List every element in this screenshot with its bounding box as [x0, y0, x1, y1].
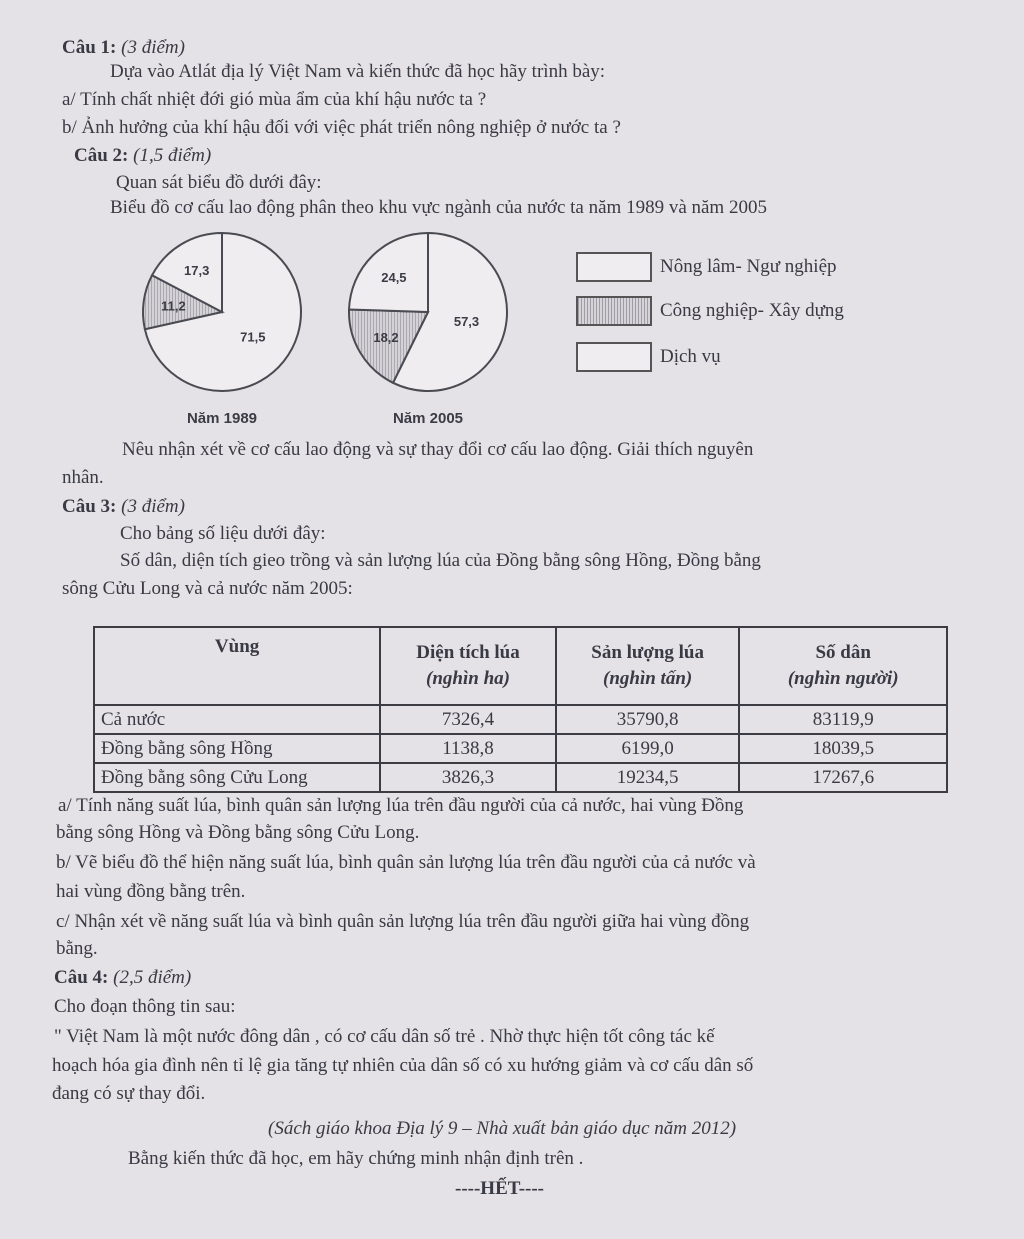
q4-quote-line3: đang có sự thay đổi. — [52, 1083, 206, 1104]
table-row — [94, 734, 947, 763]
table-cell-area: 1138,8 — [380, 734, 556, 763]
q1-part-b: b/ Ảnh hưởng của khí hậu đối với việc phát triển nông nghiệp ở nước ta ? — [62, 117, 621, 138]
table-row — [94, 763, 947, 792]
q4-intro: Cho đoạn thông tin sau: — [54, 996, 236, 1017]
table-cell-population: 18039,5 — [739, 734, 947, 763]
q4-task: Bằng kiến thức đã học, em hãy chứng minh nhận định trên . — [128, 1148, 584, 1169]
q3-heading: Câu 3: (3 điểm) — [62, 496, 185, 517]
pie-1989-label-service: 17,3 — [184, 263, 210, 279]
table-cell-population: 83119,9 — [739, 705, 947, 734]
legend-item-service — [576, 342, 721, 372]
q3-part-b-line1: b/ Vẽ biểu đồ thể hiện năng suất lúa, bình quân sản lượng lúa trên đầu người của cả nước và — [56, 852, 756, 873]
table-row — [94, 705, 947, 734]
q1-heading: Câu 1: (3 điểm) — [62, 37, 185, 58]
q3-part-a-line1: a/ Tính năng suất lúa, bình quân sản lượng lúa trên đầu người của cả nước, hai vùng Đồng — [58, 795, 744, 816]
table-cell-region: Đồng bằng sông Cửu Long — [94, 763, 380, 792]
table-header-region: Vùng — [94, 627, 380, 705]
q2-chart-title: Biểu đồ cơ cấu lao động phân theo khu vực ngành của nước ta năm 1989 và năm 2005 — [110, 197, 767, 218]
legend-label-service: Dịch vụ — [660, 346, 721, 367]
data-table — [93, 626, 948, 793]
table-header-output: Sản lượng lúa (nghìn tấn) — [556, 627, 740, 705]
q3-part-c-line1: c/ Nhận xét về năng suất lúa và bình quân sản lượng lúa trên đầu người giữa hai vùng đồng — [56, 911, 750, 932]
table-cell-region: Cả nước — [94, 705, 380, 734]
table-cell-output: 35790,8 — [556, 705, 740, 734]
legend-label-agriculture: Nông lâm- Ngư nghiệp — [660, 256, 837, 277]
q1-intro: Dựa vào Atlát địa lý Việt Nam và kiến thức đã học hãy trình bày: — [110, 61, 606, 82]
table-cell-population: 17267,6 — [739, 763, 947, 792]
table-header-row — [94, 627, 947, 705]
table-header-area: Diện tích lúa (nghìn ha) — [380, 627, 556, 705]
legend-label-industry: Công nghiệp- Xây dựng — [660, 300, 844, 321]
q4-quote-line1: " Việt Nam là một nước đông dân , có cơ cấu dân số trẻ . Nhờ thực hiện tốt công tác kế — [54, 1026, 715, 1047]
q1-part-a: a/ Tính chất nhiệt đới gió mùa ẩm của khí hậu nước ta ? — [62, 89, 487, 110]
q2-heading: Câu 2: (1,5 điểm) — [74, 145, 212, 166]
legend-swatch-industry — [576, 296, 652, 326]
q3-desc-line2: sông Cửu Long và cả nước năm 2005: — [62, 578, 353, 599]
legend-swatch-service — [576, 342, 652, 372]
q2-intro: Quan sát biểu đồ dưới đây: — [116, 172, 322, 193]
footer-end: ----HẾT---- — [455, 1178, 544, 1199]
pie-1989-label-agriculture: 71,5 — [240, 329, 266, 345]
legend-item-industry — [576, 296, 844, 326]
q3-intro: Cho bảng số liệu dưới đây: — [120, 523, 326, 544]
pie-2005-label-industry: 18,2 — [373, 330, 399, 346]
pie-1989-label-industry: 11,2 — [161, 298, 186, 314]
q2-task-line2: nhân. — [62, 467, 104, 488]
legend-swatch-agriculture — [576, 252, 652, 282]
table-cell-region: Đồng bằng sông Hồng — [94, 734, 380, 763]
q3-part-c-line2: bằng. — [56, 938, 98, 959]
legend-item-agriculture — [576, 252, 837, 282]
q4-heading: Câu 4: (2,5 điểm) — [54, 967, 192, 988]
table-cell-area: 3826,3 — [380, 763, 556, 792]
table-header-population: Số dân (nghìn người) — [739, 627, 947, 705]
q2-task-line1: Nêu nhận xét về cơ cấu lao động và sự thay đổi cơ cấu lao động. Giải thích nguyên — [122, 439, 754, 460]
table-cell-output: 6199,0 — [556, 734, 740, 763]
pie-2005-label-agriculture: 57,3 — [453, 314, 480, 329]
pie-charts — [130, 222, 530, 437]
q3-desc-line1: Số dân, diện tích gieo trồng và sản lượng lúa của Đồng bằng sông Hồng, Đồng bằng — [120, 550, 761, 571]
pie-caption-2005: Năm 2005 — [392, 410, 464, 427]
pie-caption-1989: Năm 1989 — [186, 410, 258, 427]
q3-part-a-line2: bằng sông Hồng và Đồng bằng sông Cửu Long. — [56, 822, 420, 843]
pie-2005-label-service: 24,5 — [381, 269, 407, 285]
table-cell-output: 19234,5 — [556, 763, 740, 792]
q3-part-b-line2: hai vùng đồng bằng trên. — [56, 881, 246, 902]
q4-quote-line2: hoạch hóa gia đình nên tỉ lệ gia tăng tự nhiên của dân số có xu hướng giảm và cơ cấu dân số — [52, 1055, 754, 1076]
table-cell-area: 7326,4 — [380, 705, 556, 734]
q4-source: (Sách giáo khoa Địa lý 9 – Nhà xuất bản giáo dục năm 2012) — [268, 1118, 737, 1139]
